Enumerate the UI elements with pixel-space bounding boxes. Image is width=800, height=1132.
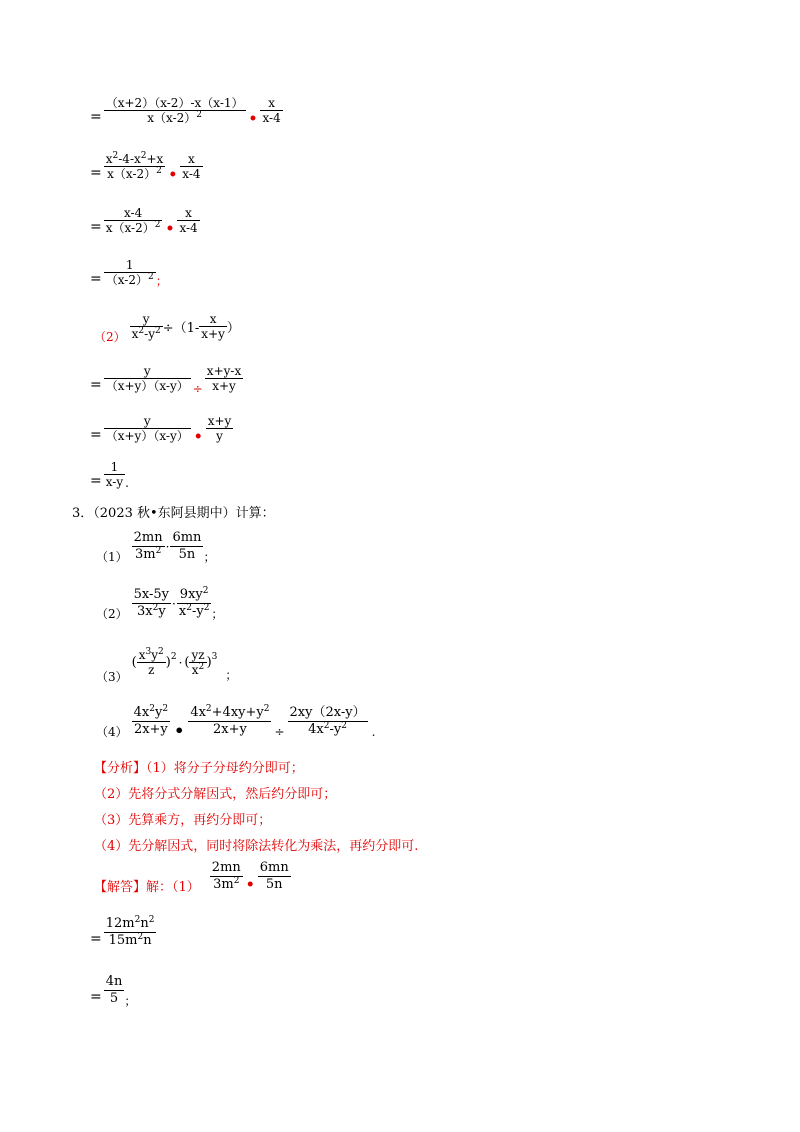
fraction: $\frac{4n}{5}$: [105, 974, 123, 1006]
fraction: $\frac{y}{(x+y)(x-y)}$: [105, 414, 189, 443]
multiply-dot: •: [193, 429, 203, 445]
answer-line: $_{【解答】解:(1)}$ $\frac{2mn}{3m^2}$ • $\frac{6mn}{5n}$: [94, 860, 289, 895]
fraction: $\frac{(x+2)(x-2)-x(x-1)}{x(x-2)^2}$: [105, 96, 244, 125]
close-paren: ）: [226, 321, 240, 336]
fraction: $\frac{x}{x-4}$: [182, 152, 201, 181]
part-label: （2）: [94, 330, 126, 344]
fraction: $\frac{4x^2+4xy+y^2}{2x+y}$: [190, 704, 270, 737]
q2-part2-step2: [90, 414, 233, 445]
q2-part2-result: [90, 460, 129, 490]
question-3-heading: 3．（2023 秋•东阿县期中）计算：: [72, 506, 275, 521]
fraction: $\frac{y}{(x+y)(x-y)}$: [105, 364, 189, 393]
multiply-dot: •: [245, 877, 255, 893]
analysis-tag: 【分析】: [94, 761, 147, 776]
fraction: $\frac{2mn}{3m^2}$: [133, 530, 163, 562]
equals-sign: =: [90, 165, 102, 181]
equals-sign: =: [90, 377, 102, 393]
fraction: $\frac{2mn}{3m^2}$: [211, 860, 241, 892]
divide-open: ÷（1-: [162, 321, 200, 336]
equals-sign: =: [90, 219, 102, 235]
equals-sign: =: [90, 989, 102, 1005]
multiply-dot: •: [248, 111, 258, 127]
fraction: $\frac{x}{x-4}$: [262, 96, 281, 125]
fraction: $\frac{4x^2y^2}{2x+y}$: [133, 704, 169, 737]
multiply-dot: •: [165, 221, 175, 237]
fraction: $\frac{1}{x-y}$: [105, 460, 124, 489]
equals-sign: =: [90, 427, 102, 443]
period: .: [125, 476, 129, 490]
part-label: （3）: [96, 670, 128, 684]
analysis-line1: 【分析】（1）将分子分母约分即可；: [94, 761, 304, 776]
answer-tag: 【解答】: [94, 880, 147, 895]
q2-part2-problem: [94, 312, 240, 345]
fraction: $\frac{9xy^2}{x^2-y^2}$: [178, 586, 210, 619]
fraction: $\frac{6mn}{5n}$: [259, 860, 289, 892]
q3-part3: $_{(3)}$( $\frac{x^3y^2}{z}$ )$^2$ · ( $\frac{yz}{x^2}$ )$^3_;$: [96, 647, 238, 684]
answer-step2: = $\frac{4n}{5}$ $_;$: [90, 974, 137, 1008]
equals-sign: =: [90, 931, 102, 947]
answer-step1: [90, 916, 156, 949]
q3-part1: $_{(1)}$ $\frac{2mn}{3m^2}$ · $\frac{6mn}{5n}$ $_;$: [96, 530, 216, 564]
fraction: $\frac{1}{(x-2)^2}$: [105, 258, 154, 287]
fraction: $\frac{x^2-4-x^2+x}{x(x-2)^2}$: [105, 151, 164, 181]
q2-step4: [90, 258, 168, 289]
q2-step2: [90, 152, 203, 183]
q3-part4: $_{(4)}$ $\frac{4x^2y^2}{2x+y}$ • $\frac{4x^2+4xy+y^2}{2x+y}$ $_\div$ $\frac{2xy(2x-y)}{4x^2-y^2}$ $_.$: [96, 704, 376, 740]
part-label: （2）: [96, 607, 128, 621]
q2-step3: [90, 206, 200, 237]
equals-sign: =: [90, 109, 102, 125]
fraction: $\frac{x-4}{x(x-2)^2}$: [105, 206, 161, 235]
analysis-line3: （3）先算乘方，再约分即可；: [94, 813, 272, 828]
analysis-line4: （4）先分解因式，同时将除法转化为乘法，再约分即可.: [94, 839, 419, 854]
multiply-dot: •: [168, 167, 178, 183]
part-label: （1）: [96, 550, 128, 564]
fraction: $\frac{x^3y^2}{z}$: [138, 647, 164, 677]
fraction: $\frac{2xy(2x-y)}{4x^2-y^2}$: [289, 705, 366, 737]
semicolon: ；: [155, 274, 168, 288]
fraction: $\frac{yz}{x^2}$: [191, 648, 205, 677]
fraction: $\frac{x+y-x}{x+y}$: [206, 364, 242, 393]
fraction: $\frac{x}{x+y}$: [201, 312, 225, 341]
fraction: $\frac{y}{x^2-y^2}$: [131, 312, 161, 341]
q2-part2-step1: [90, 364, 243, 396]
equals-sign: =: [90, 473, 102, 489]
part-label: （4）: [96, 725, 128, 739]
fraction: $\frac{12m^2n^2}{15m^2n}$: [105, 915, 155, 948]
equals-sign: =: [90, 271, 102, 287]
q3-part2: $_{(2)}$ $\frac{5x-5y}{3x^2y}$ · $\frac{9xy^2}{x^2-y^2}$ $_;$: [96, 586, 224, 621]
fraction: $\frac{x}{x-4}$: [179, 206, 198, 235]
fraction: $\frac{x+y}{y}$: [207, 414, 232, 443]
analysis-line2: （2）先将分式分解因式，然后约分即可；: [94, 787, 337, 802]
q2-step1: [90, 96, 283, 127]
divide-sign: ÷: [192, 382, 203, 396]
fraction: $\frac{5x-5y}{3x^2y}$: [133, 587, 170, 619]
fraction: $\frac{6mn}{5n}$: [172, 530, 202, 562]
